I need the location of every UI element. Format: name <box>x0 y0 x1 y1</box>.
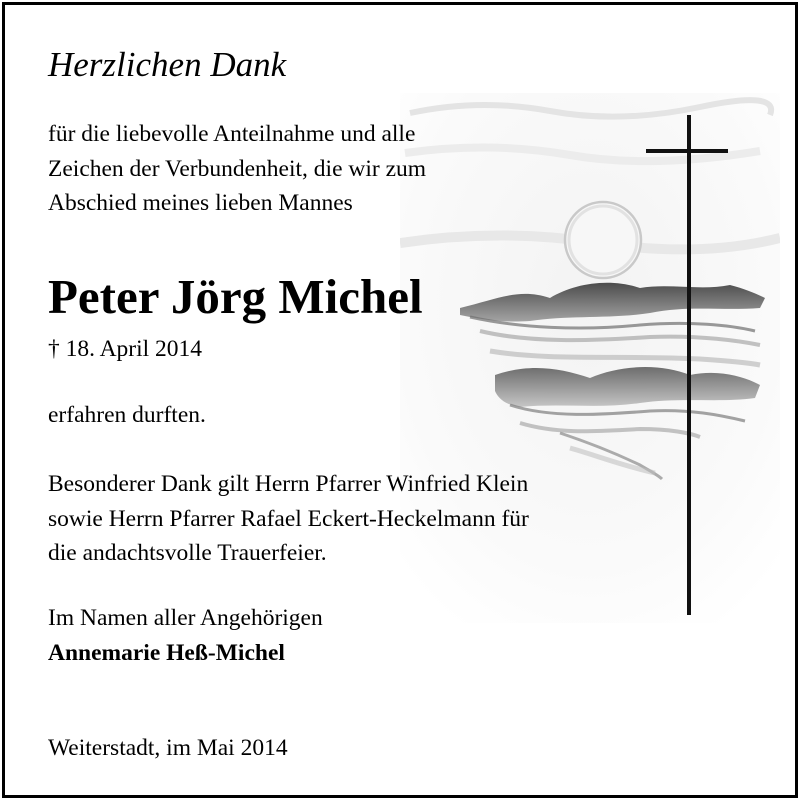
thanks-paragraph <box>48 467 529 571</box>
intro-line: Abschied meines lieben Mannes <box>48 190 353 216</box>
intro-line: für die liebevolle Anteilnahme und alle <box>48 121 416 147</box>
thanks-line: sowie Herrn Pfarrer Rafael Eckert-Heckelmann für <box>48 505 529 532</box>
obituary-frame <box>2 2 798 798</box>
thanks-line: Besonderer Dank gilt Herrn Pfarrer Winfried Klein <box>48 471 529 497</box>
deceased-name: Peter Jörg Michel <box>48 269 423 324</box>
place-and-date: Weiterstadt, im Mai 2014 <box>48 735 288 761</box>
experienced-line: erfahren durften. <box>48 402 206 428</box>
death-date: † 18. April 2014 <box>48 336 203 362</box>
intro-line: Zeichen der Verbundenheit, die wir zum <box>48 155 427 182</box>
thanks-line: die andachtsvolle Trauerfeier. <box>48 540 327 566</box>
signatory-name: Annemarie Heß-Michel <box>48 640 285 666</box>
on-behalf-line: Im Namen aller Angehörigen <box>48 605 323 631</box>
intro-paragraph <box>48 117 426 221</box>
heading-thanks: Herzlichen Dank <box>48 45 287 84</box>
sun-icon <box>565 202 641 278</box>
